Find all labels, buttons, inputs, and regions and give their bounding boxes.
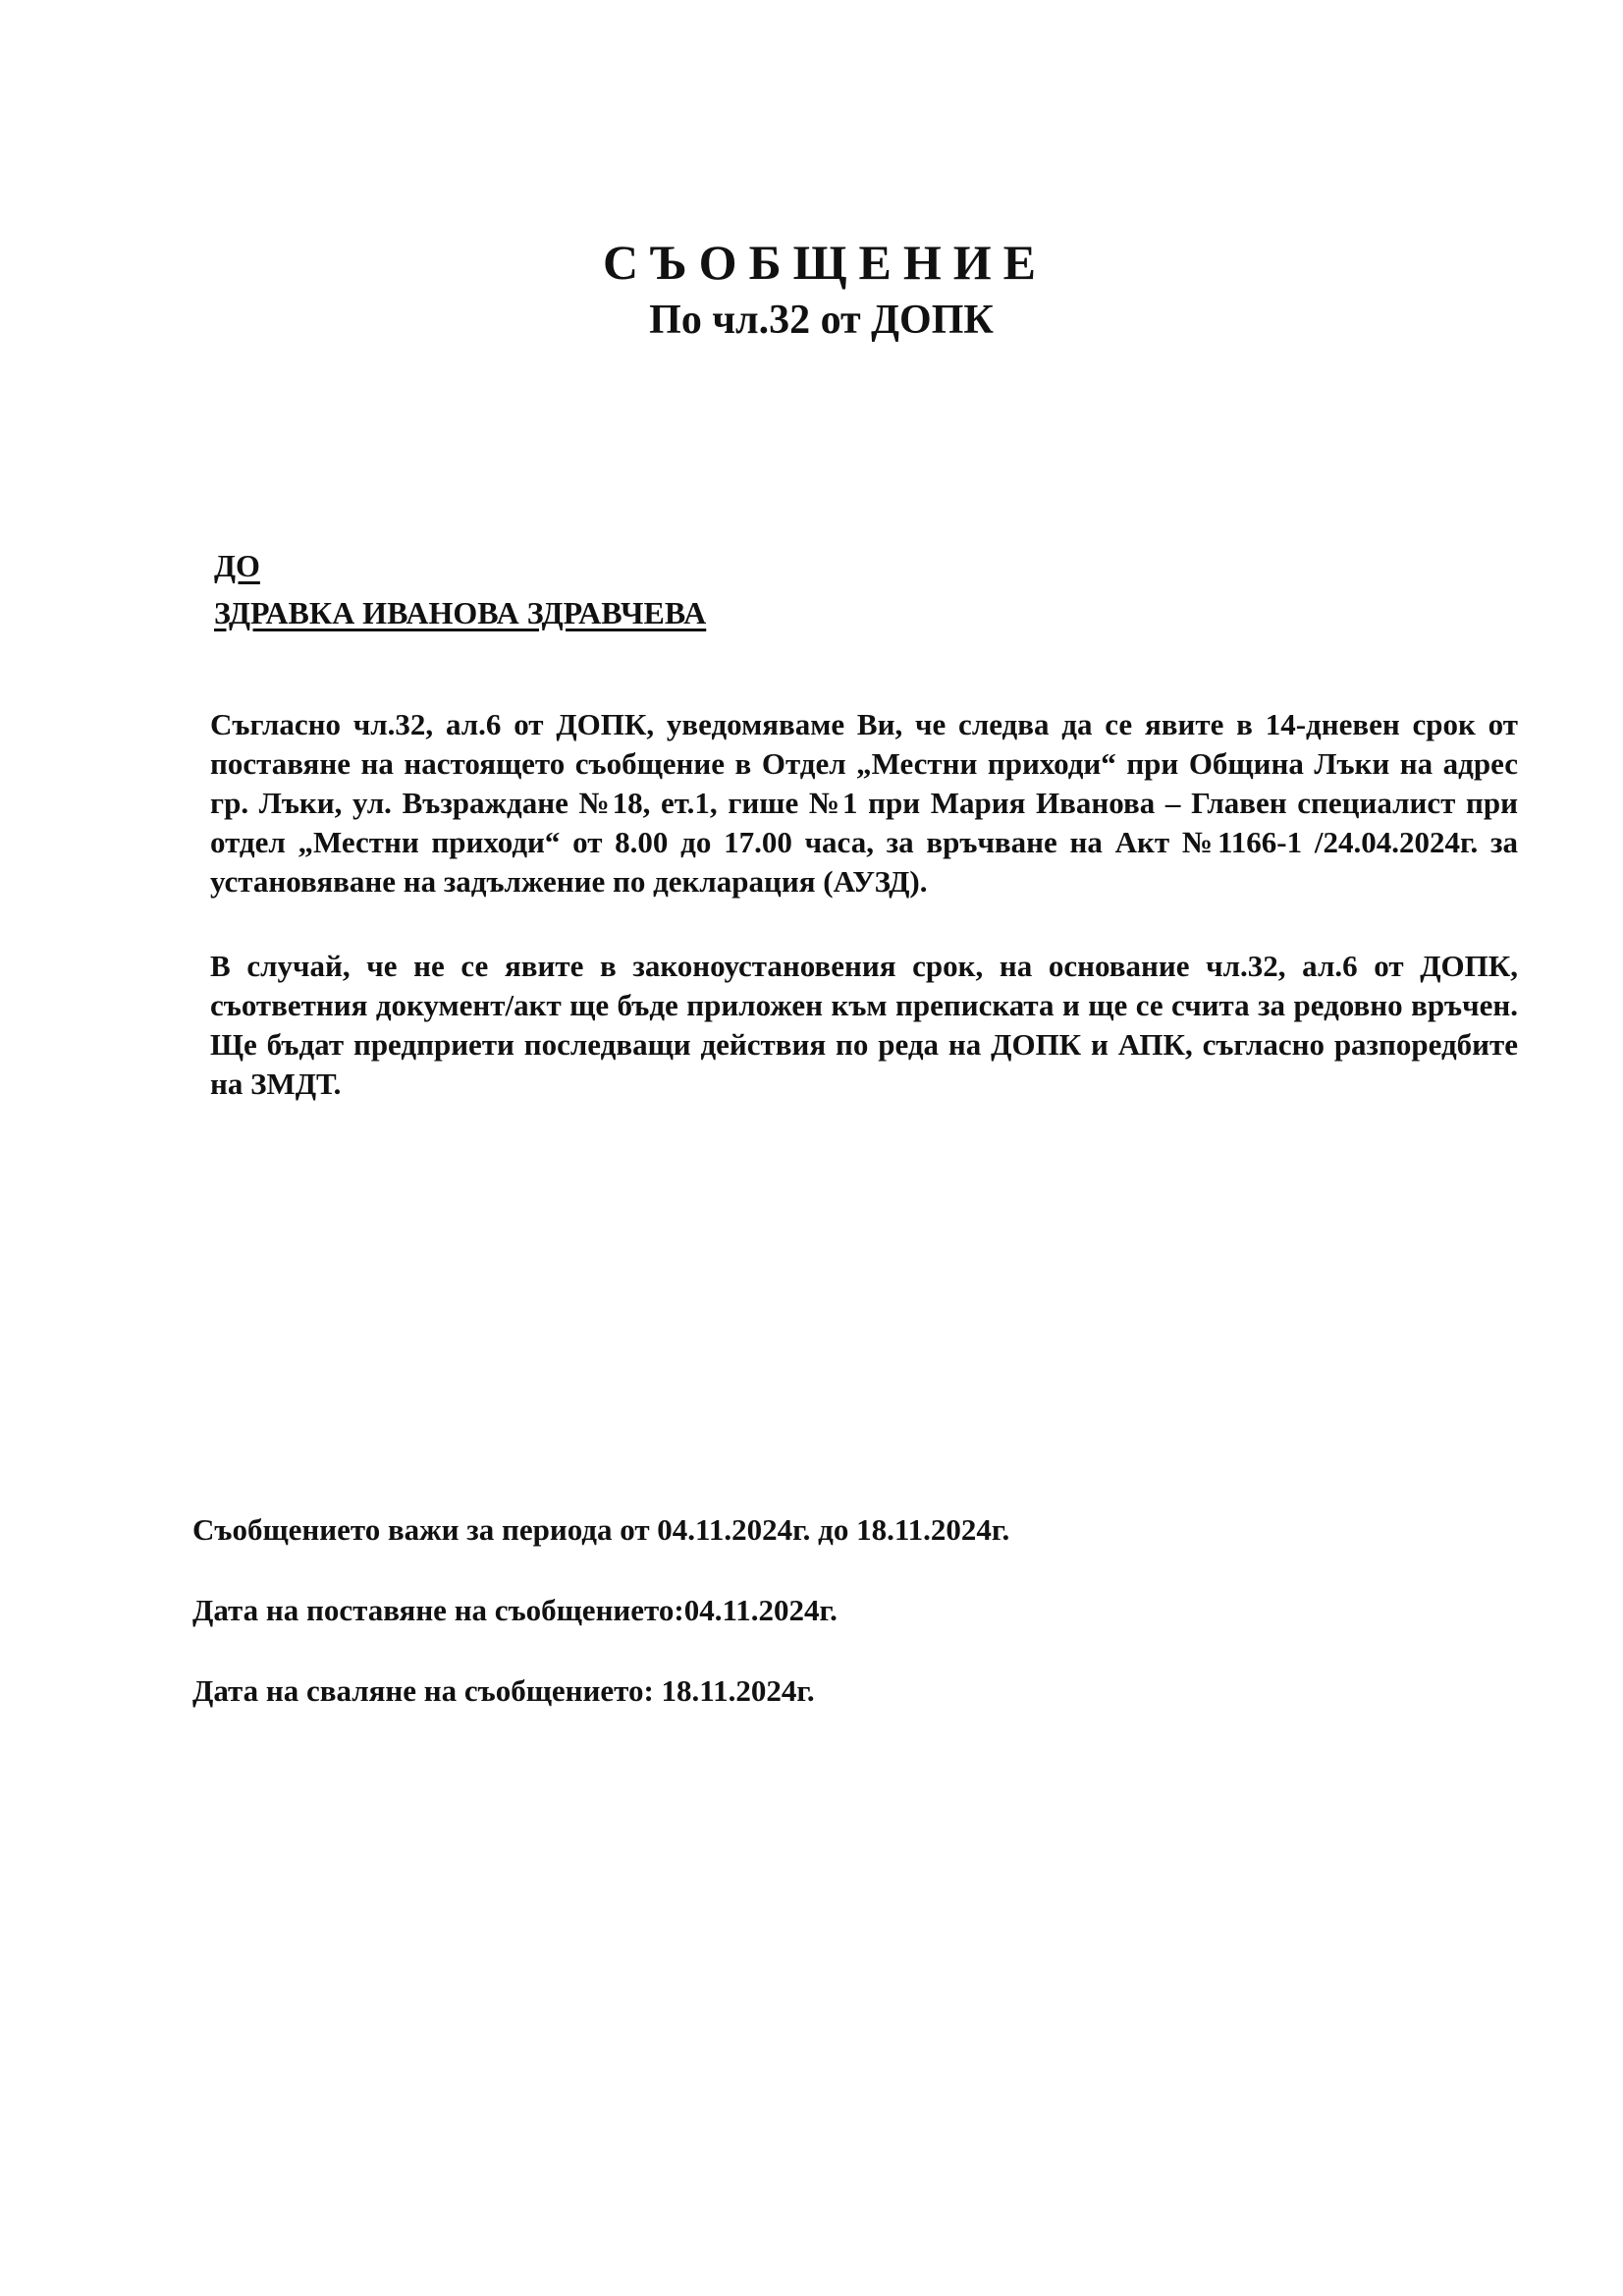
validity-period: Съобщението важи за периода от 04.11.2024г. до 18.11.2024г.	[192, 1512, 1010, 1547]
document-title: СЪОБЩЕНИЕ	[602, 235, 1049, 290]
addressee-to-label: ДО	[214, 548, 260, 583]
removal-date: Дата на сваляне на съобщението: 18.11.2024г.	[192, 1673, 815, 1708]
addressee-block	[214, 542, 706, 636]
addressee-name: ЗДРАВКА ИВАНОВА ЗДРАВЧЕВА	[214, 595, 707, 630]
document-subtitle: По чл.32 от ДОПК	[649, 298, 994, 343]
posted-date: Дата на поставяне на съобщението:04.11.2024г.	[192, 1593, 838, 1627]
body-paragraph-notice: Съгласно чл.32, ал.6 от ДОПК, уведомяваме Ви, че следва да се явите в 14-дневен срок от поставяне на настоящето съобщение в Отдел „Местни приходи“ при Община Лъки на адрес гр. Лъки, ул. Възраждане №18, ет.1, гише №1 при Мария Иванова – Главен специалист при отдел „Местни приходи“ от 8.00 до 17.00 часа, за връчване на Акт №1166-1 /24.04.2024г. за установяване на задължение по декларация (АУЗД).	[210, 707, 1518, 899]
body-paragraph-consequence: В случай, че не се явите в законоустановения срок, на основание чл.32, ал.6 от ДОПК, съответния документ/акт ще бъде приложен към преписката и ще се счита за редовно връчен. Ще бъдат предприети последващи действия по реда на ДОПК и АПК, съгласно разпоредбите на ЗМДТ.	[210, 949, 1518, 1101]
